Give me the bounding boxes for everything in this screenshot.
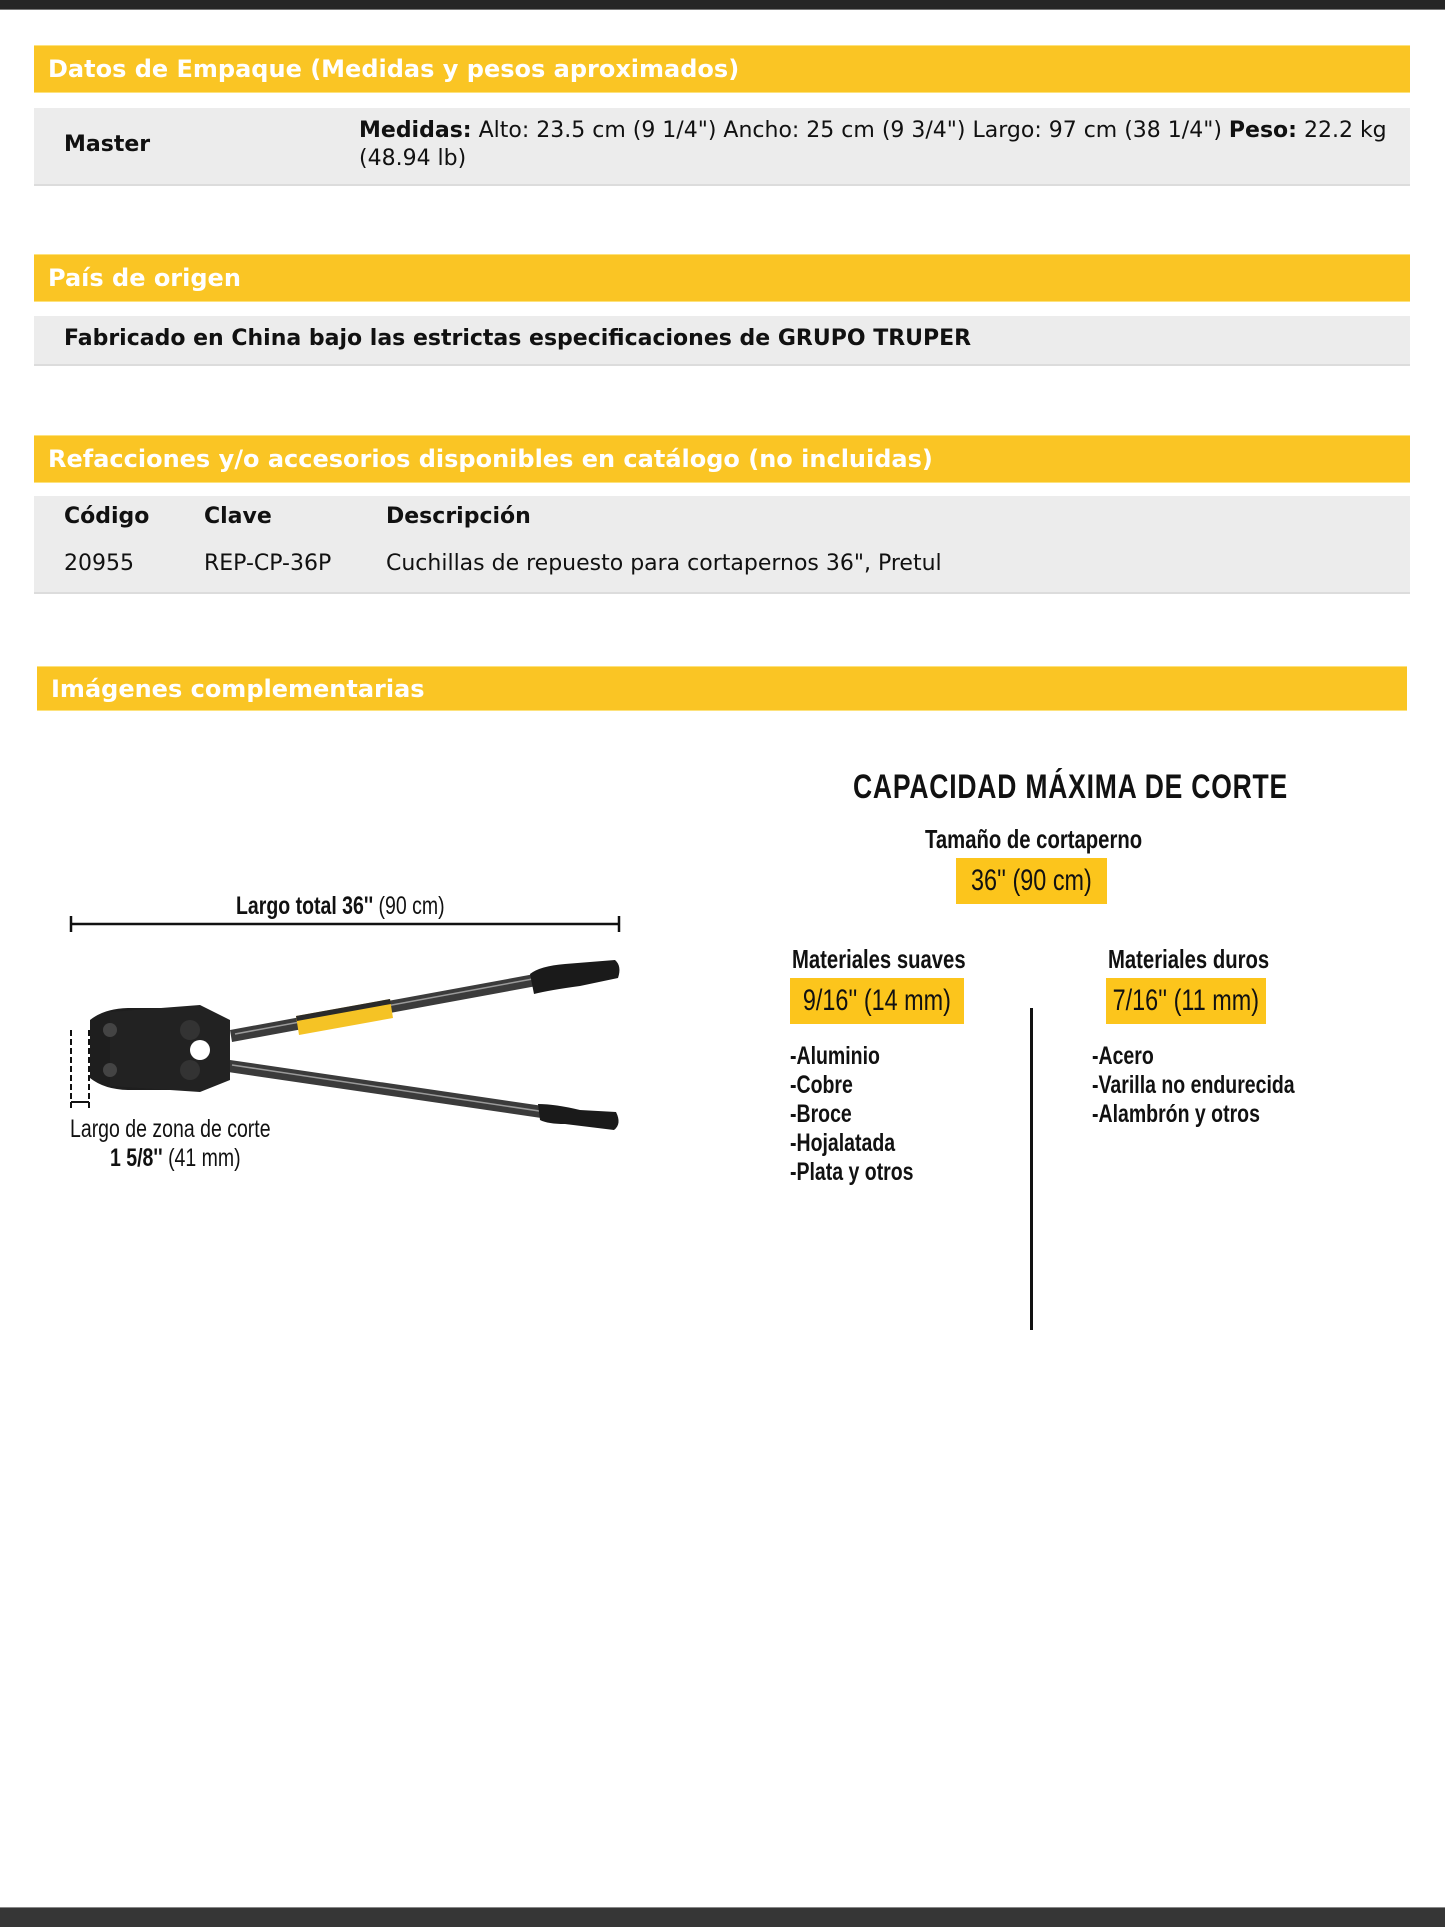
soft-materials-label: Materiales suaves <box>792 944 966 974</box>
list-item: -Acero <box>1092 1042 1154 1070</box>
hard-materials-tag <box>1106 978 1266 1024</box>
list-item: -Aluminio <box>790 1042 880 1070</box>
measures-label: Medidas: <box>359 118 472 143</box>
images-header-title: Imágenes complementarias <box>51 674 425 703</box>
list-item: -Cobre <box>790 1071 853 1099</box>
spares-header-title: Refacciones y/o accesorios disponibles en catálogo (no incluidas) <box>48 445 933 473</box>
measures-value: Alto: 23.5 cm (9 1/4") Ancho: 25 cm (9 3/4") Largo: 97 cm (38 1/4") <box>471 118 1229 143</box>
images-header <box>37 666 1407 711</box>
soft-materials-list <box>790 1042 914 1187</box>
spares-table-header <box>34 496 1410 536</box>
soft-materials-value: 9/16'' (14 mm) <box>802 984 952 1017</box>
bolt-cutter-size-label: Tamaño de cortaperno <box>925 824 1143 854</box>
capacity-panel <box>760 760 1360 1340</box>
bolt-cutter-size-tag <box>956 858 1107 904</box>
bolt-cutter-size-value: 36'' (90 cm) <box>971 864 1092 897</box>
origin-text: Fabricado en China bajo las estrictas especificaciones de GRUPO TRUPER <box>64 326 972 351</box>
cut-zone-bold: 1 5/8'' <box>110 1144 163 1172</box>
bottom-bar <box>0 1907 1445 1927</box>
hard-materials-list <box>1092 1042 1295 1129</box>
list-item: -Alambrón y otros <box>1092 1100 1260 1128</box>
spares-table <box>34 496 1410 594</box>
packing-row-detail <box>359 117 1399 173</box>
capacity-title: CAPACIDAD MÁXIMA DE CORTE <box>853 768 1288 806</box>
spares-header <box>34 435 1410 483</box>
column-header-key: Clave <box>204 504 272 529</box>
list-item: -Varilla no endurecida <box>1092 1071 1295 1099</box>
origin-row <box>34 316 1410 366</box>
packing-header <box>34 45 1410 93</box>
soft-materials-tag <box>790 978 964 1024</box>
cut-zone-label-line2 <box>110 1144 241 1173</box>
cell-key: REP-CP-36P <box>204 551 332 576</box>
packing-header-title: Datos de Empaque (Medidas y pesos aproximados) <box>48 55 740 83</box>
vertical-divider <box>1030 1008 1033 1330</box>
weight-value: 22.2 kg (48.94 lb) <box>359 118 1387 171</box>
list-item: -Broce <box>790 1100 852 1128</box>
column-header-description: Descripción <box>386 504 531 529</box>
cut-zone-normal: (41 mm) <box>162 1144 241 1172</box>
list-item: -Plata y otros <box>790 1158 914 1186</box>
table-row <box>34 543 1410 583</box>
cell-description: Cuchillas de repuesto para cortapernos 36", Pretul <box>386 551 942 576</box>
packing-row <box>34 108 1410 186</box>
column-header-code: Código <box>64 504 150 529</box>
total-length-bold: Largo total 36'' <box>236 892 374 920</box>
cell-code: 20955 <box>64 551 134 576</box>
top-bar <box>0 0 1445 10</box>
hard-materials-value: 7/16'' (11 mm) <box>1112 984 1260 1017</box>
list-item: -Hojalatada <box>790 1129 896 1157</box>
hard-materials-label: Materiales duros <box>1108 944 1270 974</box>
total-length-normal: (90 cm) <box>373 892 445 920</box>
origin-header <box>34 254 1410 302</box>
cut-zone-label-line1: Largo de zona de corte <box>70 1115 271 1143</box>
weight-label: Peso: <box>1228 118 1297 143</box>
origin-header-title: País de origen <box>48 264 241 292</box>
packing-row-label: Master <box>64 132 151 157</box>
tool-diagram <box>60 880 640 1180</box>
